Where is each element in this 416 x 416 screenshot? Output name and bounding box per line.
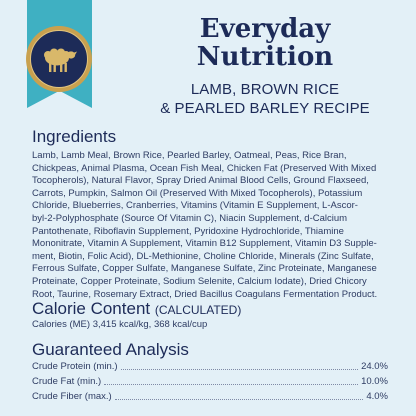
ingredients-line: Root, Taurine, Rosemary Extract, Dried Bacillus Coagulans Fermentation Product. — [32, 288, 378, 300]
ingredients-line: Lamb, Lamb Meal, Brown Rice, Pearled Barley, Oatmeal, Peas, Rice Bran, — [32, 150, 347, 161]
dot-leader — [115, 398, 364, 400]
ingredients-line: Chickpeas, Animal Plasma, Ocean Fish Meal, Chicken Fat (Preserved With Mixed — [32, 162, 377, 174]
ingredients-line: byl-2-Polyphosphate (Source Of Vitamin C), Niacin Supplement, d-Calcium — [32, 212, 348, 224]
analysis-label: Crude Fiber (max.) — [32, 391, 112, 402]
dot-leader — [121, 368, 359, 370]
ingredients-list — [32, 150, 388, 301]
ingredients-line: Pantothenate, Riboflavin Supplement, Pyridoxine Hydrochloride, Thiamine — [32, 225, 344, 237]
subtitle-line-1: LAMB, BROWN RICE — [190, 81, 340, 98]
ingredients-line: ment, Biotin, Folic Acid), DL-Methionine, Choline Chloride, Minerals (Zinc Sulfate, — [32, 250, 374, 262]
calorie-heading-text: Calorie Content — [32, 299, 151, 318]
ingredients-line: Tocopherols), Natural Flavor, Spray Dried Animal Blood Cells, Ground Flaxseed, — [32, 175, 369, 187]
ingredients-heading: Ingredients — [32, 127, 117, 146]
ingredients-line: Proteinate, Copper Proteinate, Sodium Selenite, Calcium Iodate), Dried Chicory — [32, 275, 367, 287]
calorie-line: Calories (ME) 3,415 kcal/kg, 368 kcal/cup — [32, 319, 208, 330]
analysis-label: Crude Fat (min.) — [32, 376, 102, 387]
dot-leader — [104, 383, 358, 385]
headline — [150, 15, 380, 118]
badge-medallion — [26, 26, 92, 92]
calorie-heading — [32, 299, 241, 319]
badge-inner — [30, 30, 88, 88]
ingredients-line: Carrots, Pumpkin, Salmon Oil (Preserved With Mixed Tocopherols), Potassium — [32, 187, 363, 199]
subtitle-line-2: & PEARLED BARLEY RECIPE — [160, 100, 370, 117]
title-line-1: Everyday — [199, 14, 331, 44]
analysis-value: 24.0% — [361, 361, 388, 372]
analysis-row — [32, 361, 388, 372]
analysis-label: Crude Protein (min.) — [32, 361, 118, 372]
analysis-heading: Guaranteed Analysis — [32, 340, 189, 359]
ingredients-line: Mononitrate, Vitamin A Supplement, Vitamin B12 Supplement, Vitamin D3 Supple- — [32, 238, 377, 250]
recipe-subtitle — [150, 80, 380, 118]
calorie-heading-note: (CALCULATED) — [154, 303, 242, 317]
title-line-2: Nutrition — [196, 42, 334, 72]
analysis-row — [32, 391, 388, 402]
analysis-value: 10.0% — [361, 376, 388, 387]
analysis-row — [32, 376, 388, 387]
ingredients-line: Ferrous Sulfate, Copper Sulfate, Manganese Sulfate, Zinc Proteinate, Manganese — [32, 263, 377, 275]
ingredients-line: Chloride, Blueberries, Cranberries, Vitamins (Vitamin E Supplement, L-Ascor- — [32, 200, 358, 212]
analysis-value: 4.0% — [366, 391, 388, 402]
lamb-icon — [40, 45, 78, 73]
